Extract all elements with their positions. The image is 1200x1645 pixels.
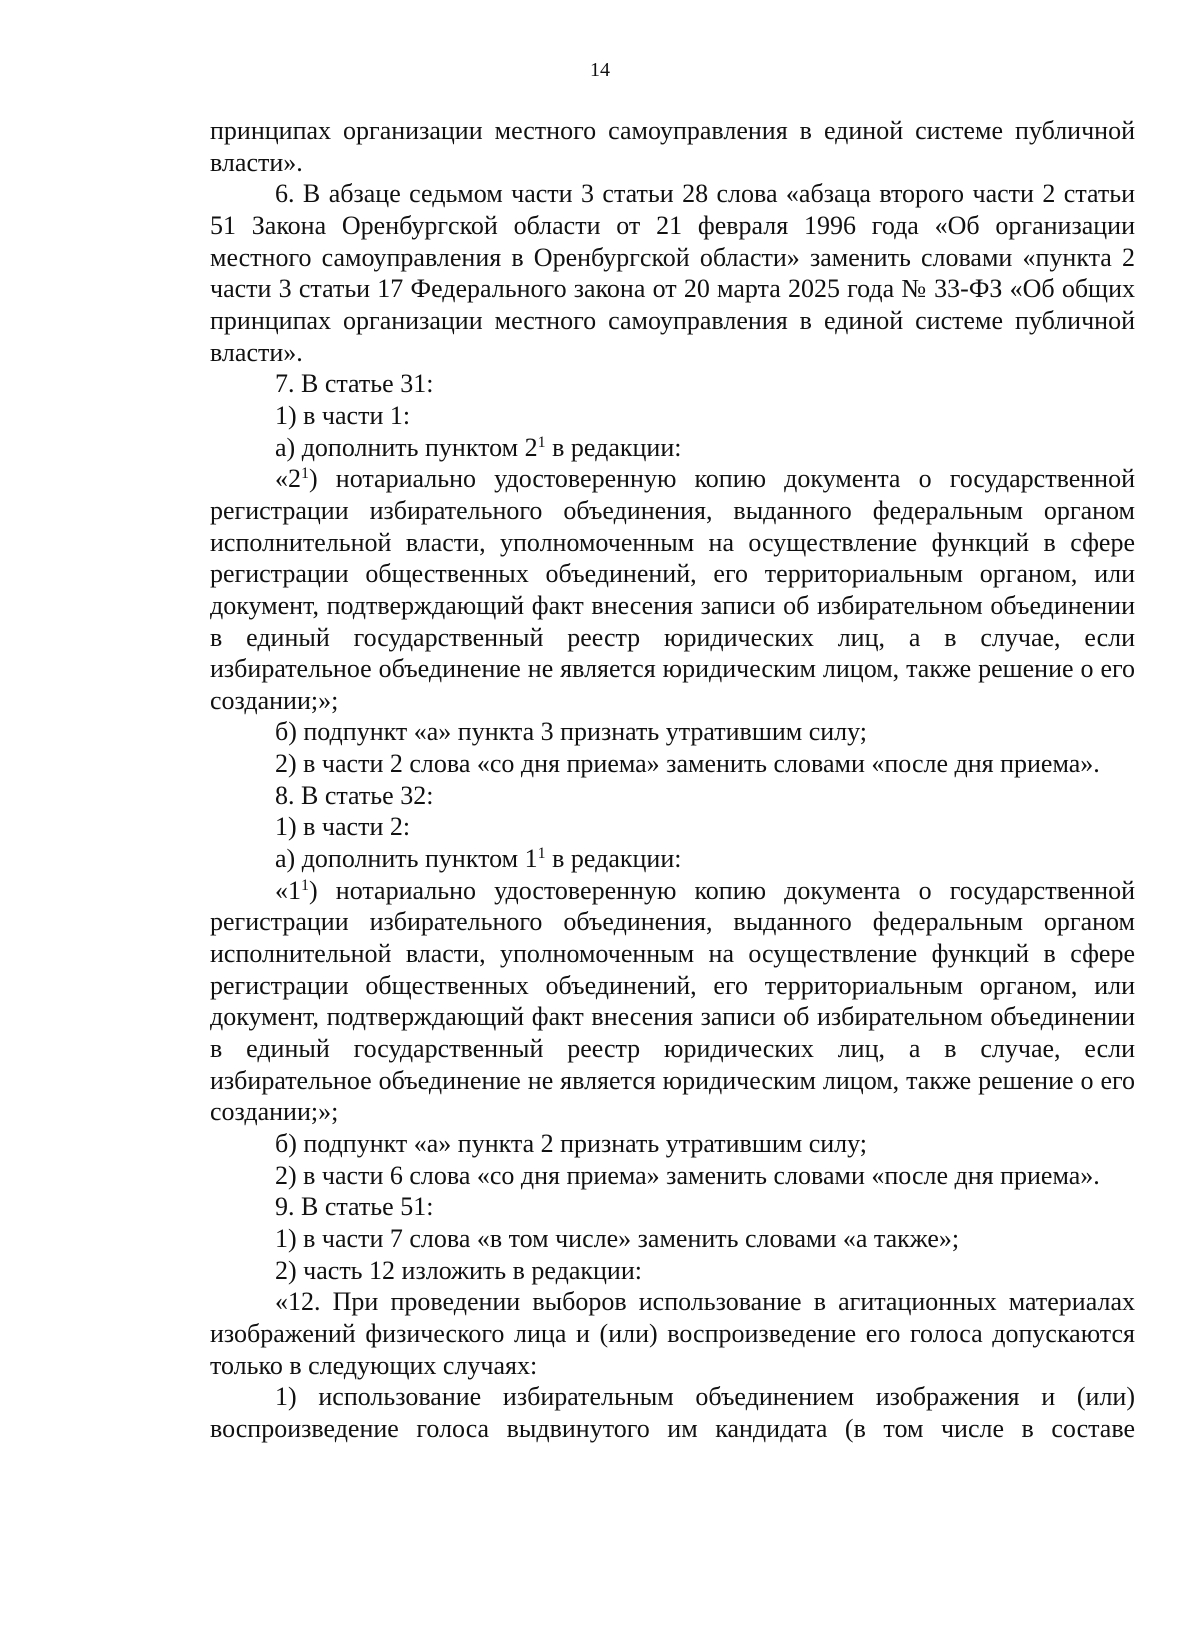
- paragraph-item-9-heading: 9. В статье 51:: [275, 1192, 434, 1222]
- paragraph-item-8-heading: 8. В статье 32:: [275, 780, 434, 810]
- paragraph-item-9-1: 1) в части 7 слова «в том числе» заменить словами «а также»;: [275, 1223, 960, 1253]
- paragraph-quote-12-1: 1) использование избирательным объединением изображения и (или) воспроизведение голоса выдвинутого им кандидата (в том числе в составе: [210, 1382, 1135, 1443]
- paragraph-quote-1-1: «$1^1$) нотариально удостоверенную копию документа о государственной регистрации избирательного объединения, выданного федеральным органом исполнительной власти, уполномоченным на осуществление функций в сфере регистрации общественных объединений, его территориальным органом, или документ, подтверждающий факт внесения записи об избирательном объединении в единый государственный реестр юридических лиц, а в случае, если избирательное объединение не является юридическим лицом, также решение о его создании;»;: [210, 875, 1135, 1127]
- paragraph-item-6: 6. В абзаце седьмом части 3 статьи 28 слова «абзаца второго части 2 статьи 51 Закона Оренбургской области от 21 февраля 1996 года «Об организации местного самоуправления в Оренбургской области» заменить словами «пункта 2 части 3 статьи 17 Федерального закона от 20 марта 2025 года № 33-ФЗ «Об общих принципах организации местного самоуправления в единой системе публичной власти».: [210, 179, 1135, 367]
- document-body: [210, 115, 1135, 1445]
- paragraph-item-7-heading: 7. В статье 31:: [275, 369, 434, 399]
- paragraph-quote-12: «12. При проведении выборов использование в агитационных материалах изображений физического лица и (или) воспроизведение его голоса допускаются только в следующих случаях:: [210, 1287, 1135, 1380]
- paragraph-item-8-1-a: а) дополнить пунктом $1^1$ в редакции:: [275, 844, 682, 874]
- paragraph-item-7-1-a: а) дополнить пунктом $2^1$ в редакции:: [275, 432, 682, 462]
- paragraph-item-8-1-b: б) подпункт «а» пункта 2 признать утратившим силу;: [275, 1129, 868, 1158]
- paragraph-item-8-2: 2) в части 6 слова «со дня приема» заменить словами «после дня приема».: [275, 1160, 1100, 1190]
- paragraph-quote-2-1: «$2^1$) нотариально удостоверенную копию документа о государственной регистрации избирательного объединения, выданного федеральным органом исполнительной власти, уполномоченным на осуществление функций в сфере регистрации общественных объединений, его территориальным органом, или документ, подтверждающий факт внесения записи об избирательном объединении в единый государственный реестр юридических лиц, а в случае, если избирательное объединение не является юридическим лицом, также решение о его создании;»;: [210, 464, 1135, 715]
- paragraph-item-8-1: 1) в части 2:: [275, 812, 411, 842]
- paragraph-item-7-1: 1) в части 1:: [275, 400, 411, 430]
- paragraph-item-9-2: 2) часть 12 изложить в редакции:: [275, 1255, 642, 1285]
- paragraph-item-7-2: 2) в части 2 слова «со дня приема» заменить словами «после дня приема».: [275, 749, 1100, 779]
- paragraph-continuation: принципах организации местного самоуправления в единой системе публичной власти».: [210, 116, 1135, 177]
- paragraph-item-7-1-b: б) подпункт «а» пункта 3 признать утратившим силу;: [275, 717, 868, 747]
- page-number: 14: [590, 59, 610, 81]
